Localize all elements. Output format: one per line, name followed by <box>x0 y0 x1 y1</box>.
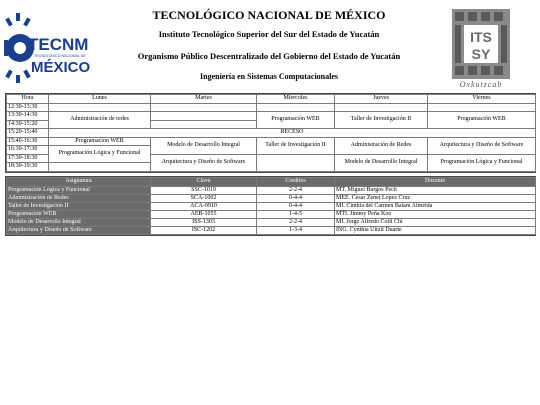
subjects-table-frame <box>5 176 536 236</box>
class-cell: Programación WEB <box>49 137 151 146</box>
class-cell: Modelo de Desarrollo Integral <box>151 137 257 154</box>
subject-teacher: ING. Cynthia Uitzil Duarte <box>335 226 536 234</box>
time-cell: 15:40-16:30 <box>7 137 49 146</box>
subject-row <box>7 226 536 234</box>
subject-name: Taller de Investigación II <box>7 202 151 210</box>
tecnm-logo <box>4 10 90 86</box>
empty-cell <box>151 120 257 129</box>
subject-code: SCA-1002 <box>151 194 257 202</box>
subject-credits: 0-4-4 <box>257 194 335 202</box>
schedule-table <box>6 94 536 172</box>
class-cell: Programación WEB <box>257 112 335 129</box>
subject-name: Programación Lógica y Funcional <box>7 186 151 194</box>
subject-row <box>7 202 536 210</box>
subject-teacher: MEE. Cesar Zenet Lopez Cruz <box>335 194 536 202</box>
subject-name: Modelo de Desarrollo Integral <box>7 218 151 226</box>
header-creditos: Creditos <box>257 178 335 187</box>
class-cell: Taller de Investigación II <box>257 137 335 154</box>
subject-code: ISC-1202 <box>151 226 257 234</box>
empty-cell <box>151 103 257 112</box>
subject-row <box>7 194 536 202</box>
subject-code: ACA-0910 <box>151 202 257 210</box>
subjects-table <box>6 177 536 235</box>
class-cell: Programación Lógica y Funcional <box>49 146 151 163</box>
logo-left-title: TECNM <box>28 35 89 54</box>
schedule-row <box>7 112 536 121</box>
empty-cell <box>49 163 151 172</box>
class-cell: Arquitectura y Diseño de Software <box>151 154 257 171</box>
subject-teacher: MI. Cinthia del Carmen Balam Almeida <box>335 202 536 210</box>
program-name: Ingeniería en Sistemas Computacionales <box>200 72 338 81</box>
class-cell: Modelo de Desarrollo Integral <box>335 154 428 171</box>
header-lunes: Lunes <box>49 95 151 104</box>
subject-row <box>7 218 536 226</box>
schedule-table-frame <box>5 93 536 173</box>
time-cell: 15:20-15:40 <box>7 129 49 138</box>
header-asignatura: Asignatura <box>7 178 151 187</box>
subject-code: ISS-1303 <box>151 218 257 226</box>
header-hora: Hora <box>7 95 49 104</box>
subject-credits: 2-2-4 <box>257 218 335 226</box>
class-cell: Programación WEB <box>428 112 536 129</box>
empty-cell <box>49 103 151 112</box>
subject-credits: 1-3-4 <box>257 226 335 234</box>
organism-name: Organismo Público Descentralizado del Gobierno del Estado de Yucatán <box>137 51 401 61</box>
logo-right-its: ITS <box>470 29 492 45</box>
institute-name: TECNOLÓGICO NACIONAL DE MÉXICO <box>152 8 386 22</box>
subject-name: Arquitectura y Diseño de Software <box>7 226 151 234</box>
header-martes: Martes <box>151 95 257 104</box>
subjects-header-row <box>7 178 536 187</box>
subject-row <box>7 186 536 194</box>
header-docente: Docente <box>335 178 536 187</box>
class-cell: Administración de Redes <box>335 137 428 154</box>
subject-credits: 2-2-4 <box>257 186 335 194</box>
subject-name: Administración de Redes <box>7 194 151 202</box>
time-cell: 16:30-17:30 <box>7 146 49 155</box>
schedule-row <box>7 137 536 146</box>
empty-cell <box>335 103 428 112</box>
class-cell: Programación Lógica y Funcional <box>428 154 536 171</box>
schedule-header-row <box>7 95 536 104</box>
logo-left-country: MÉXICO <box>31 59 90 76</box>
subject-code: AEB-1055 <box>151 210 257 218</box>
class-cell: Taller de Investigación II <box>335 112 428 129</box>
header-miercoles: Miercoles <box>257 95 335 104</box>
schedule-row <box>7 129 536 138</box>
empty-cell <box>257 103 335 112</box>
empty-cell <box>151 112 257 121</box>
subject-credits: 1-4-5 <box>257 210 335 218</box>
subject-teacher: MI. Jorge Alfredo Colli Chi <box>335 218 536 226</box>
schedule-row <box>7 103 536 112</box>
logo-right-sy: SY <box>471 46 491 62</box>
itssy-logo <box>452 9 510 89</box>
subject-name: Programación WEB <box>7 210 151 218</box>
subject-code: SSC-1019 <box>151 186 257 194</box>
time-cell: 12:30-13:30 <box>7 103 49 112</box>
class-cell: Administración de redes <box>49 112 151 129</box>
subject-teacher: MTI. Jimmy Peña Koo <box>335 210 536 218</box>
empty-cell <box>257 154 335 171</box>
class-cell: Arquitectura y Diseño de Software <box>428 137 536 154</box>
logo-right-city: Oxkutzcab <box>459 80 503 89</box>
header-jueves: Jueves <box>335 95 428 104</box>
time-cell: 18:30-19:30 <box>7 163 49 172</box>
time-cell: 17:30-18:30 <box>7 154 49 163</box>
logo-left-subtitle: TECNOLÓGICO NACIONAL DE <box>34 54 86 58</box>
time-cell: 14:30-15:20 <box>7 120 49 129</box>
subject-teacher: MT. Miguel Burgos Pech <box>335 186 536 194</box>
document-header <box>0 0 540 92</box>
campus-name: Instituto Tecnológico Superior del Sur del Estado de Yucatán <box>158 29 380 39</box>
subject-row <box>7 210 536 218</box>
header-clave: Clave <box>151 178 257 187</box>
header-viernes: Viernes <box>428 95 536 104</box>
empty-cell <box>428 103 536 112</box>
recess-cell: RECESO <box>49 129 536 138</box>
subject-credits: 0-4-4 <box>257 202 335 210</box>
time-cell: 13:30-14:30 <box>7 112 49 121</box>
